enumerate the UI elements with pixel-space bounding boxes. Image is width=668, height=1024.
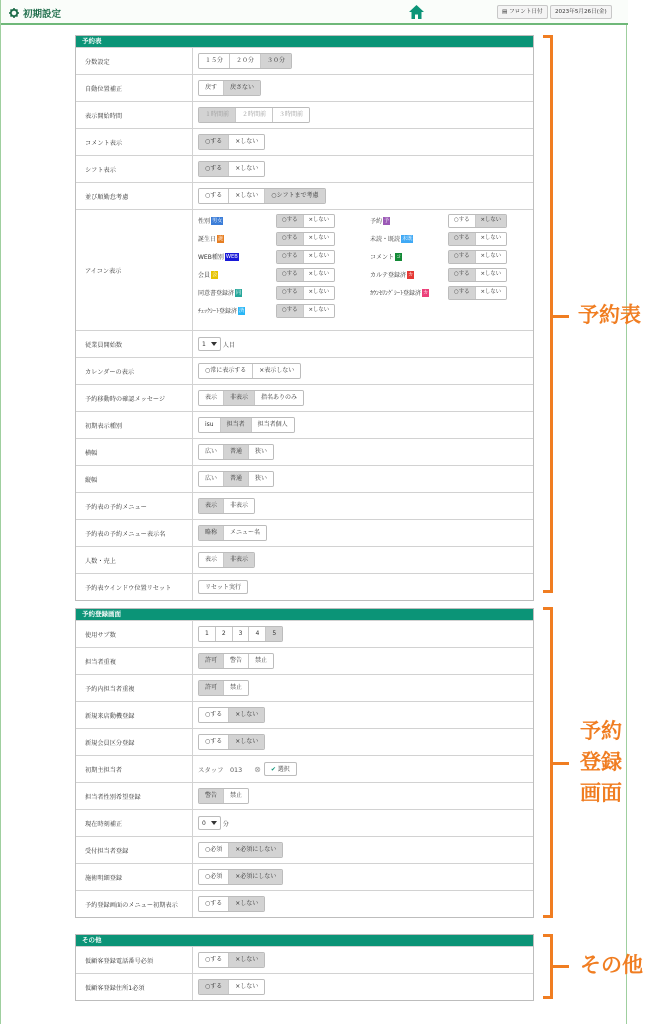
setting-row bbox=[76, 863, 533, 890]
setting-label: 新規会員区分登録 bbox=[76, 729, 193, 755]
unit-label: 分 bbox=[222, 820, 229, 828]
icon-item-label bbox=[198, 234, 224, 243]
icon-tag: WEB bbox=[225, 253, 238, 260]
setting-label: 使用サブ数 bbox=[76, 621, 193, 647]
setting-value bbox=[193, 183, 533, 209]
icon-toggle bbox=[448, 268, 507, 282]
section-1 bbox=[75, 35, 534, 601]
setting-label: 表示開始時間 bbox=[76, 102, 193, 128]
setting-row bbox=[76, 546, 533, 573]
setting-value bbox=[193, 729, 533, 755]
option-button[interactable]: ×必須にしない bbox=[228, 843, 282, 857]
option-button[interactable]: 普通 bbox=[223, 472, 248, 486]
icon-item-label bbox=[370, 234, 413, 243]
setting-row bbox=[76, 728, 533, 755]
icon-tag: カ bbox=[423, 289, 429, 296]
option-button[interactable]: ○する bbox=[449, 287, 475, 299]
option-button-group bbox=[198, 390, 304, 406]
option-button[interactable]: ×しない bbox=[475, 215, 507, 227]
option-button-group bbox=[198, 107, 310, 123]
option-button[interactable]: ○する bbox=[277, 215, 303, 227]
option-button[interactable]: ×しない bbox=[228, 735, 264, 749]
setting-label: 人数・売上 bbox=[76, 547, 193, 573]
setting-row bbox=[76, 155, 533, 182]
icon-settings-grid bbox=[193, 210, 533, 330]
select-label: 選択 bbox=[277, 766, 290, 773]
option-button[interactable]: ×必須にしない bbox=[228, 870, 282, 884]
setting-value bbox=[193, 837, 533, 863]
icon-item-label bbox=[198, 252, 239, 261]
option-button[interactable]: ○する bbox=[449, 269, 475, 281]
option-button-group bbox=[448, 232, 507, 246]
select-staff-button[interactable] bbox=[264, 762, 297, 776]
setting-row bbox=[76, 836, 533, 863]
icon-item-name: カルテ登録済 bbox=[370, 272, 407, 279]
icon-item-name: 未読・既読 bbox=[370, 236, 401, 243]
setting-row bbox=[76, 973, 533, 1000]
option-button-group bbox=[198, 788, 249, 804]
option-button-group bbox=[198, 680, 249, 696]
option-button[interactable]: 許可 bbox=[199, 681, 223, 695]
section-title: 予約登録画面 bbox=[76, 609, 533, 620]
setting-row bbox=[76, 182, 533, 209]
icon-item-name: コメント bbox=[370, 254, 395, 261]
setting-label: 初期主担当者 bbox=[76, 756, 193, 782]
setting-value bbox=[193, 75, 533, 101]
option-button-group bbox=[198, 896, 265, 912]
setting-row bbox=[76, 809, 533, 836]
setting-value bbox=[193, 574, 533, 600]
number-select[interactable] bbox=[198, 337, 221, 351]
setting-label: 予約表の予約メニュー表示名 bbox=[76, 520, 193, 546]
option-button-group bbox=[198, 869, 283, 885]
setting-value bbox=[193, 520, 533, 546]
annotation-line-3: 画面 bbox=[580, 781, 622, 805]
icon-tag: 男女 bbox=[212, 217, 223, 224]
setting-label: 担当者重複 bbox=[76, 648, 193, 674]
setting-label: 初期表示種別 bbox=[76, 412, 193, 438]
icon-toggle bbox=[276, 268, 335, 282]
option-button[interactable]: 普通 bbox=[223, 445, 248, 459]
option-button-group bbox=[448, 268, 507, 282]
setting-label: 担当者性別希望登録 bbox=[76, 783, 193, 809]
option-button[interactable]: 狭い bbox=[248, 472, 273, 486]
setting-value bbox=[193, 702, 533, 728]
option-button-group bbox=[276, 304, 335, 318]
icon-item-name: 会員 bbox=[198, 272, 211, 279]
setting-value bbox=[193, 783, 533, 809]
setting-value bbox=[193, 439, 533, 465]
chevron-down-icon bbox=[211, 821, 217, 825]
check-icon: ✔ bbox=[270, 766, 278, 773]
section-title: その他 bbox=[76, 935, 533, 946]
option-button[interactable]: ×しない bbox=[475, 233, 507, 245]
option-button[interactable]: 担当者 bbox=[220, 418, 251, 432]
setting-value bbox=[193, 947, 533, 973]
setting-label: 受付担当者登録 bbox=[76, 837, 193, 863]
icon-item-label bbox=[198, 288, 242, 297]
option-button-group bbox=[198, 80, 261, 96]
option-button-group bbox=[198, 525, 267, 541]
setting-row bbox=[76, 357, 533, 384]
icon-tag: 済 bbox=[239, 307, 245, 314]
section-2 bbox=[75, 608, 534, 918]
date-display[interactable] bbox=[550, 5, 612, 19]
option-button[interactable]: 広い bbox=[199, 472, 223, 486]
setting-label: 予約表の予約メニュー bbox=[76, 493, 193, 519]
setting-value bbox=[193, 102, 533, 128]
icon-tag: 未既 bbox=[402, 235, 413, 242]
setting-label: 新規来店動機登録 bbox=[76, 702, 193, 728]
option-button[interactable]: ×しない bbox=[228, 135, 264, 149]
option-button[interactable]: 禁止 bbox=[223, 789, 248, 803]
setting-value bbox=[193, 547, 533, 573]
option-button-group bbox=[198, 444, 274, 460]
option-button[interactable]: ２０分 bbox=[229, 54, 260, 68]
option-button[interactable]: ３時間前 bbox=[272, 108, 309, 122]
option-button[interactable]: ○する bbox=[277, 305, 303, 317]
option-button[interactable]: １５分 bbox=[199, 54, 229, 68]
icon-toggle bbox=[448, 250, 507, 264]
bracket-tick-3 bbox=[551, 965, 569, 968]
section-3 bbox=[75, 934, 534, 1001]
option-button[interactable]: 禁止 bbox=[248, 654, 273, 668]
option-button-group bbox=[198, 498, 255, 514]
icon-tag: 会 bbox=[212, 271, 218, 278]
setting-value bbox=[193, 974, 533, 1000]
setting-value bbox=[193, 385, 533, 411]
option-button[interactable]: ○する bbox=[199, 980, 228, 994]
icon-item-label bbox=[370, 288, 429, 297]
option-button[interactable]: 表示 bbox=[199, 391, 223, 405]
setting-value bbox=[193, 358, 533, 384]
date-text: 2023年5月26日(金) bbox=[555, 9, 607, 15]
option-button-group bbox=[198, 417, 295, 433]
option-button[interactable]: ○する bbox=[199, 897, 228, 911]
reset-button[interactable]: リセット実行 bbox=[198, 580, 248, 594]
option-button[interactable]: ○する bbox=[199, 708, 228, 722]
option-button[interactable]: ×しない bbox=[303, 251, 335, 263]
option-button[interactable]: ○する bbox=[277, 251, 303, 263]
setting-row bbox=[76, 492, 533, 519]
setting-label: アイコン表示 bbox=[76, 210, 193, 330]
option-button[interactable]: ○常に表示する bbox=[199, 364, 252, 378]
setting-row bbox=[76, 47, 533, 74]
setting-label: コメント表示 bbox=[76, 129, 193, 155]
option-button[interactable]: ３０分 bbox=[260, 54, 291, 68]
icon-toggle bbox=[448, 214, 507, 228]
option-button-group bbox=[198, 552, 255, 568]
setting-row bbox=[76, 101, 533, 128]
annotation-yoyakuhyo: 予約表 bbox=[578, 303, 641, 327]
setting-value bbox=[193, 210, 533, 330]
setting-row bbox=[76, 573, 533, 600]
option-button[interactable]: 3 bbox=[232, 627, 249, 641]
option-button[interactable]: 4 bbox=[248, 627, 265, 641]
setting-label: 分数設定 bbox=[76, 48, 193, 74]
icon-item-label bbox=[370, 270, 414, 279]
option-button-group bbox=[198, 363, 301, 379]
option-button[interactable]: ×しない bbox=[303, 233, 335, 245]
icon-item-name: 誕生日 bbox=[198, 236, 217, 243]
setting-row bbox=[76, 411, 533, 438]
setting-row bbox=[76, 674, 533, 701]
option-button-group bbox=[276, 232, 335, 246]
icon-item-label bbox=[198, 270, 218, 279]
icon-item-label bbox=[370, 216, 390, 225]
icon-tag: コ bbox=[396, 253, 402, 260]
option-button[interactable]: ×しない bbox=[228, 897, 264, 911]
option-button[interactable]: 狭い bbox=[248, 445, 273, 459]
icon-item-label bbox=[198, 306, 245, 315]
setting-label: 並び順勤怠考慮 bbox=[76, 183, 193, 209]
icon-toggle bbox=[276, 286, 335, 300]
setting-value bbox=[193, 466, 533, 492]
option-button[interactable]: ○する bbox=[199, 735, 228, 749]
option-button-group bbox=[198, 952, 265, 968]
option-button[interactable]: 戻す bbox=[199, 81, 223, 95]
option-button[interactable]: 広い bbox=[199, 445, 223, 459]
option-button[interactable]: ×しない bbox=[303, 215, 335, 227]
setting-value bbox=[193, 129, 533, 155]
option-button[interactable]: ○する bbox=[199, 162, 228, 176]
option-button[interactable]: ２時間前 bbox=[235, 108, 272, 122]
option-button-group bbox=[276, 268, 335, 282]
setting-label: 予約表ウインドウ位置リセット bbox=[76, 574, 193, 600]
setting-label: 施術明細登録 bbox=[76, 864, 193, 890]
setting-row bbox=[76, 330, 533, 357]
icon-item-label bbox=[370, 252, 402, 261]
option-button[interactable]: 1 bbox=[199, 627, 215, 641]
setting-label: 仮顧客登録電話番号必須 bbox=[76, 947, 193, 973]
front-date-label: フロント日付 bbox=[509, 9, 543, 15]
option-button-group bbox=[198, 471, 274, 487]
annotation-line-2: 登録 bbox=[580, 750, 622, 774]
option-button-group bbox=[198, 842, 283, 858]
option-button[interactable]: ○する bbox=[277, 287, 303, 299]
option-button[interactable]: ○必須 bbox=[199, 870, 228, 884]
option-button[interactable]: 2 bbox=[215, 627, 232, 641]
setting-row bbox=[76, 465, 533, 492]
setting-label: 予約内担当者重複 bbox=[76, 675, 193, 701]
setting-label: 予約移動時の確認メッセージ bbox=[76, 385, 193, 411]
unit-label: 人目 bbox=[222, 341, 235, 349]
setting-row bbox=[76, 620, 533, 647]
option-button-group bbox=[198, 707, 265, 723]
option-button-group bbox=[198, 53, 292, 69]
setting-label: 縦幅 bbox=[76, 466, 193, 492]
clear-icon[interactable]: ⊗ bbox=[254, 764, 261, 774]
option-button-group bbox=[448, 250, 507, 264]
option-button[interactable]: ×しない bbox=[475, 269, 507, 281]
number-select[interactable] bbox=[198, 816, 221, 830]
option-button-group bbox=[198, 161, 265, 177]
option-button[interactable]: ×しない bbox=[303, 269, 335, 281]
icon-toggle bbox=[276, 304, 335, 318]
option-button[interactable]: ×しない bbox=[228, 708, 264, 722]
setting-label: 仮顧客登録住所1必須 bbox=[76, 974, 193, 1000]
setting-value bbox=[193, 756, 533, 782]
option-button-group bbox=[276, 286, 335, 300]
option-button[interactable]: ○必須 bbox=[199, 843, 228, 857]
setting-row bbox=[76, 755, 533, 782]
setting-value bbox=[193, 412, 533, 438]
setting-row bbox=[76, 438, 533, 465]
option-button-group bbox=[198, 134, 265, 150]
option-button[interactable]: 警告 bbox=[223, 654, 248, 668]
option-button[interactable]: ×しない bbox=[475, 287, 507, 299]
icon-item-name: 予約 bbox=[370, 218, 383, 225]
icon-item-name: ﾁｪｯｸｼｰﾄ登録済 bbox=[198, 308, 238, 315]
setting-value bbox=[193, 891, 533, 917]
home-icon[interactable] bbox=[408, 4, 425, 20]
staff-name: スタッフ 013 bbox=[198, 765, 243, 774]
annotation-sonota: その他 bbox=[580, 953, 643, 977]
setting-value bbox=[193, 675, 533, 701]
option-button[interactable]: 指名ありのみ bbox=[254, 391, 303, 405]
option-button-group bbox=[448, 214, 507, 228]
option-button[interactable]: 5 bbox=[265, 627, 282, 641]
setting-row bbox=[76, 209, 533, 330]
option-button[interactable]: 許可 bbox=[199, 654, 223, 668]
icon-item-name: 性別 bbox=[198, 218, 211, 225]
option-button[interactable]: ○する bbox=[199, 953, 228, 967]
option-button[interactable]: ○する bbox=[277, 269, 303, 281]
annotation-line-1: 予約 bbox=[580, 719, 622, 743]
bracket-tick-2 bbox=[551, 762, 569, 765]
option-button[interactable]: 非表示 bbox=[223, 553, 254, 567]
option-button[interactable]: ×しない bbox=[475, 251, 507, 263]
setting-label: 予約登録画面のメニュー初期表示 bbox=[76, 891, 193, 917]
option-button[interactable]: ×しない bbox=[303, 287, 335, 299]
setting-row bbox=[76, 74, 533, 101]
option-button[interactable]: ×しない bbox=[228, 162, 264, 176]
setting-label: 従業員開始数 bbox=[76, 331, 193, 357]
setting-value bbox=[193, 48, 533, 74]
gear-icon bbox=[9, 8, 19, 18]
option-button[interactable]: ○する bbox=[277, 233, 303, 245]
select-value: 0 bbox=[202, 819, 206, 827]
setting-row bbox=[76, 384, 533, 411]
icon-tag: カ bbox=[408, 271, 414, 278]
option-button-group bbox=[198, 734, 265, 750]
option-button[interactable]: 表示 bbox=[199, 553, 223, 567]
setting-label: 現在時刻補正 bbox=[76, 810, 193, 836]
option-button[interactable]: ×しない bbox=[303, 305, 335, 317]
option-button-group bbox=[198, 626, 283, 642]
option-button[interactable]: １時間前 bbox=[199, 108, 235, 122]
option-button[interactable]: ○する bbox=[199, 135, 228, 149]
setting-row bbox=[76, 782, 533, 809]
icon-tag: 誕 bbox=[218, 235, 224, 242]
option-button[interactable]: 表示 bbox=[199, 499, 223, 513]
icon-toggle bbox=[448, 286, 507, 300]
annotation-yoyaku-touroku-gamen bbox=[580, 716, 622, 809]
icon-item-name: ｶｳﾝｾﾘﾝｸﾞｼｰﾄ登録済 bbox=[370, 290, 422, 297]
page-title-text: 初期設定 bbox=[23, 9, 62, 20]
setting-row bbox=[76, 701, 533, 728]
option-button[interactable]: ○シフトまで考慮 bbox=[264, 189, 324, 203]
option-button-group bbox=[448, 286, 507, 300]
top-bar bbox=[1, 0, 628, 25]
option-button[interactable]: ○する bbox=[199, 189, 228, 203]
setting-value bbox=[193, 331, 533, 357]
setting-value bbox=[193, 864, 533, 890]
setting-label: 自動位置補正 bbox=[76, 75, 193, 101]
setting-value bbox=[193, 810, 533, 836]
option-button[interactable]: ×しない bbox=[228, 953, 264, 967]
option-button[interactable]: ○する bbox=[449, 233, 475, 245]
option-button-group bbox=[198, 653, 274, 669]
icon-toggle bbox=[448, 232, 507, 246]
page-title bbox=[9, 6, 61, 20]
bracket-tick-1 bbox=[551, 315, 569, 318]
setting-value bbox=[193, 648, 533, 674]
option-button[interactable]: ○する bbox=[449, 215, 475, 227]
icon-toggle bbox=[276, 232, 335, 246]
setting-row bbox=[76, 946, 533, 973]
option-button[interactable]: 戻さない bbox=[223, 81, 260, 95]
icon-item-label bbox=[198, 216, 223, 225]
setting-row bbox=[76, 519, 533, 546]
option-button-group bbox=[276, 214, 335, 228]
setting-value bbox=[193, 621, 533, 647]
icon-tag: 同 bbox=[236, 289, 242, 296]
option-button-group bbox=[276, 250, 335, 264]
option-button[interactable]: ×表示しない bbox=[252, 364, 300, 378]
section-title: 予約表 bbox=[76, 36, 533, 47]
icon-item-name: WEB種別 bbox=[198, 254, 224, 261]
setting-row bbox=[76, 128, 533, 155]
setting-label: シフト表示 bbox=[76, 156, 193, 182]
setting-row bbox=[76, 890, 533, 917]
icon-toggle bbox=[276, 250, 335, 264]
select-value: 1 bbox=[202, 340, 206, 348]
chevron-down-icon bbox=[211, 342, 217, 346]
option-button[interactable]: ×しない bbox=[228, 189, 264, 203]
option-button[interactable]: 禁止 bbox=[223, 681, 248, 695]
option-button[interactable]: 略称 bbox=[199, 526, 223, 540]
option-button[interactable]: 非表示 bbox=[223, 499, 254, 513]
setting-label: カレンダーの表示 bbox=[76, 358, 193, 384]
option-button[interactable]: メニュー名 bbox=[223, 526, 266, 540]
option-button[interactable]: 警告 bbox=[199, 789, 223, 803]
icon-item-name: 同意書登録済 bbox=[198, 290, 235, 297]
option-button[interactable]: isu bbox=[199, 418, 220, 432]
icon-toggle bbox=[276, 214, 335, 228]
option-button[interactable]: ○する bbox=[449, 251, 475, 263]
setting-value bbox=[193, 493, 533, 519]
front-date-button[interactable]: ▤ フロント日付 bbox=[497, 5, 548, 19]
option-button[interactable]: 担当者個人 bbox=[251, 418, 294, 432]
setting-value bbox=[193, 156, 533, 182]
setting-row bbox=[76, 647, 533, 674]
option-button[interactable]: 非表示 bbox=[223, 391, 254, 405]
option-button[interactable]: ×しない bbox=[228, 980, 264, 994]
section-bracket-1 bbox=[543, 35, 553, 593]
icon-tag: 予 bbox=[384, 217, 390, 224]
option-button-group bbox=[198, 979, 265, 995]
setting-label: 横幅 bbox=[76, 439, 193, 465]
option-button-group bbox=[198, 188, 326, 204]
